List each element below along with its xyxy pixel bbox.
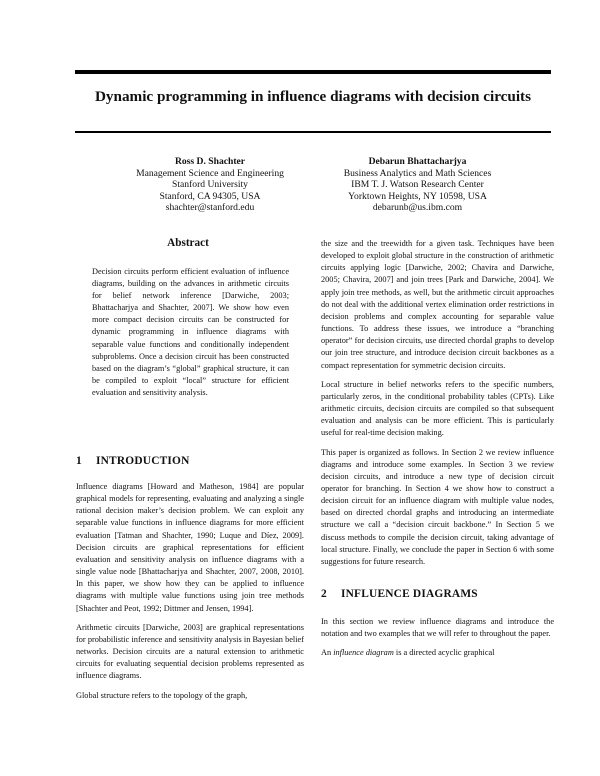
paragraph: Influence diagrams [Howard and Matheson, 1984] are popular graphical models for representing, evaluating and analyzing a single rational decision maker’s decision problem. We can exploit any separable value functions in influence diagrams for more efficient evaluation [Tatman and Shachter, 1990; Luque and Díez, 2009]. Decision circuits are graphical representations for efficient evaluation and sensitivity analysis on influence diagrams with a single value node [Bhattacharjya and Shachter, 2007, 2008, 2010]. In this paper, we show how they can be applied to influence diagrams with multiple value functions using join tree methods [Shachter and Peot, 1992; Dittmer and Jensen, 1994].: [76, 482, 304, 613]
author-name: Ross D. Shachter: [174, 156, 246, 167]
author-address: Yorktown Heights, NY 10598, USA: [348, 190, 487, 202]
author-institution: Stanford University: [172, 179, 248, 191]
section-2-body: [321, 616, 554, 666]
author-name: Debarun Bhattacharjya: [368, 156, 467, 167]
paper-title: Dynamic programming in influence diagrams with decision circuits: [94, 88, 532, 105]
paragraph: This paper is organized as follows. In Section 2 we review influence diagrams and introduce some examples. In Section 3 we review decision circuits, and introduce a new type of decision circuit operator for branching. In Section 4 we show how to construct a decision circuit for an influence diagram with multiple value nodes, based on directed chordal graphs and introducing an intermediate structure we call a “decision circuit backbone.” In Section 5 we discuss methods to compile the decision circuit, taking advantage of local structure. Finally, we conclude the paper in Section 6 with some suggestions for future research.: [321, 447, 554, 566]
section-number: 1: [76, 455, 82, 467]
paragraph: Arithmetic circuits [Darwiche, 2003] are graphical representations for probabilistic inference and sensitivity analysis in Bayesian belief networks. Decision circuits are a natural extension to arithmetic circuits for evaluating sequential decision problems represented as influence diagrams.: [76, 622, 304, 681]
title-bottom-rule: [75, 131, 551, 133]
text-suffix: is a directed acyclic graphical: [395, 648, 495, 658]
author-block-2: [305, 156, 530, 214]
paragraph: In this section we review influence diagrams and introduce the notation and two examples that we will refer to throughout the paper.: [321, 617, 554, 639]
author-affiliation: Business Analytics and Math Sciences: [343, 167, 492, 179]
paragraph: Global structure refers to the topology of the graph,: [76, 690, 248, 700]
author-institution: IBM T. J. Watson Research Center: [351, 179, 484, 191]
abstract-text: Decision circuits perform efficient evaluation of influence diagrams, building on the advances in arithmetic circuits for belief network inference [Darwiche, 2003; Bhattacharjya and Shachter, 2007]. We show how even more compact decision circuits can be constructed for dynamic programming in influence diagrams with separable value functions and conditionally independent subproblems. Once a decision circuit has been constructed based on the diagram’s “global” graphical structure, it can be compiled to exploit “local” structure for efficient evaluation and sensitivity analysis.: [92, 267, 289, 397]
section-title: INFLUENCE DIAGRAMS: [341, 588, 478, 600]
right-column-body: [321, 238, 554, 575]
emphasis-term: influence diagram: [333, 648, 394, 658]
author-block-1: [110, 156, 310, 214]
paragraph: the size and the treewidth for a given task. Techniques have been developed to exploit global structure in the construction of arithmetic circuits applying logic [Darwiche, 2002; Chavira and Darwiche, 2005; Chavira, 2007] and join trees [Park and Darwiche, 2004]. We apply join tree methods, as well, but the arithmetic circuit approaches do not deal with the additional vertex elimination order restrictions in decision problems and complex accounting for separable value functions. To address these issues, we introduce a “branching operator” for decision circuits, use directed chordal graphs to develop our join tree structure, and introduce decision circuit backbones as a compact representation for symmetric decision circuits.: [321, 239, 554, 370]
section-title: INTRODUCTION: [96, 455, 190, 467]
section-1-heading: [76, 455, 190, 467]
author-affiliation: Management Science and Engineering: [136, 167, 284, 179]
paragraph-definition: [321, 647, 554, 659]
left-column-body: [76, 481, 304, 709]
abstract-heading: Abstract: [167, 237, 209, 249]
section-2-heading: [321, 588, 478, 600]
title-top-rule: [75, 70, 551, 74]
author-email: debarunb@us.ibm.com: [372, 202, 463, 214]
paragraph: Local structure in belief networks refers to the specific numbers, particularly zeros, in the conditional probability tables (CPTs). Like arithmetic circuits, decision circuits are compiled so that subsequent evaluation and analysis can be more efficient. This is particularly useful for real-time decision making.: [321, 379, 554, 438]
section-number: 2: [321, 588, 327, 600]
author-address: Stanford, CA 94305, USA: [159, 190, 261, 202]
text-prefix: An: [321, 648, 332, 658]
author-email: shachter@stanford.edu: [165, 202, 255, 214]
